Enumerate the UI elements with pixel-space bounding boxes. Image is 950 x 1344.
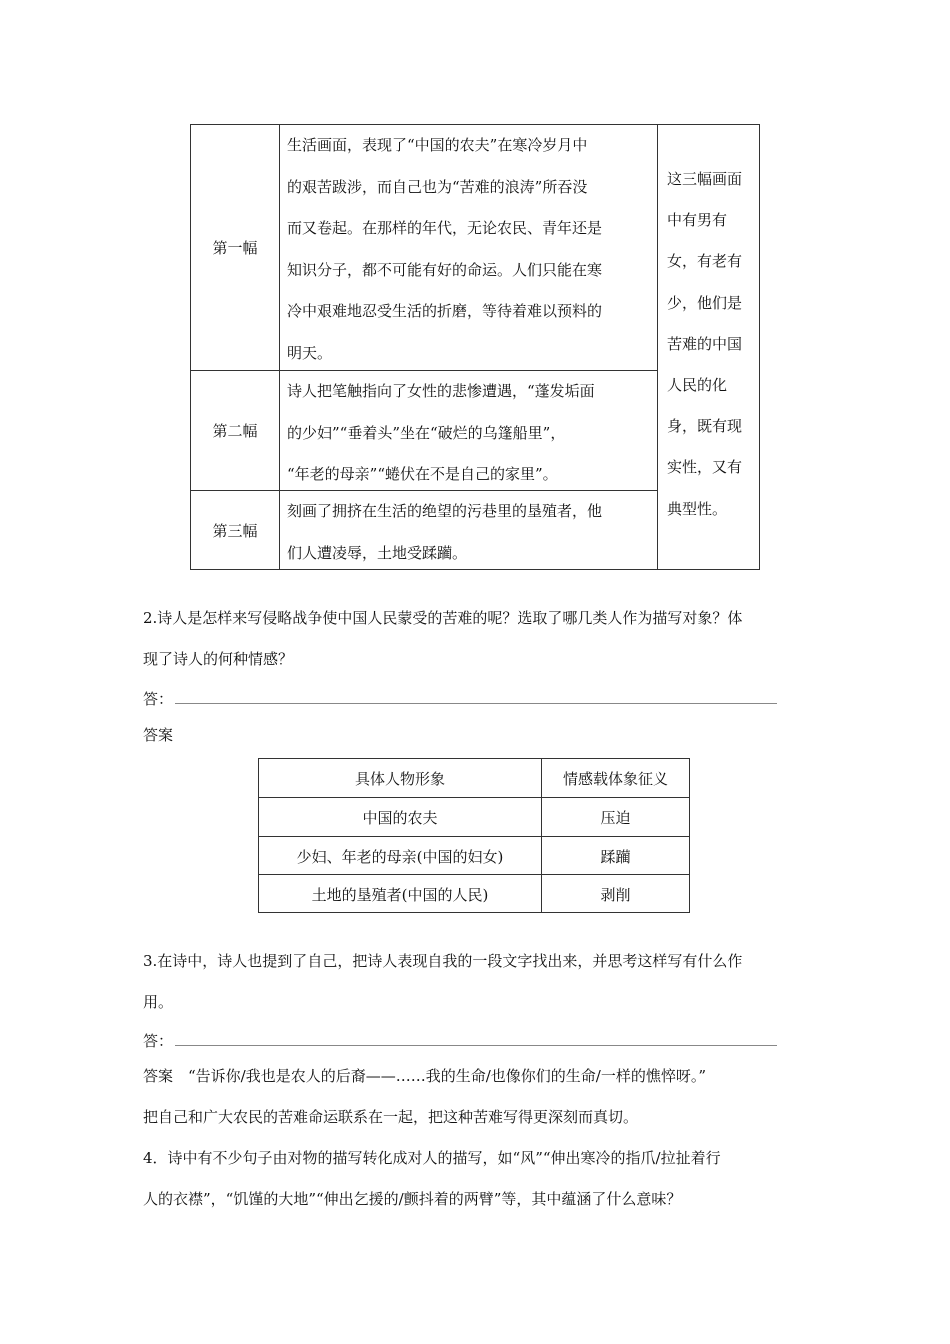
answer-line-q3[interactable]: 答： <box>143 1030 777 1052</box>
summary-text: 这三幅画面 中有男有 女，有老有 少，他们是 苦难的中国 人民的化 身，既有现 实性，又有 典型性。 <box>667 170 743 518</box>
question-2: 2.诗人是怎样来写侵略战争使中国人民蒙受的苦难的呢？选取了哪几类人作为描写对象？体 现了诗人的何种情感？ <box>143 609 743 668</box>
row-text: 生活画面，表现了“中国的农夫”在寒冷岁月中 的艰苦跋涉，而自己也为“苦难的浪涛”所吞没 而又卷起。在那样的年代，无论农民、青年还是 知识分子，都不可能有好的命运。人们只能在寒 冷中艰难地忍受生活的折磨，等待着难以预料的 明天。 <box>287 136 603 362</box>
table-header-row: 具体人物形象 情感载体象征义 <box>259 759 689 797</box>
table-row: 中国的农夫 压迫 <box>259 798 689 836</box>
row-text: 诗人把笔触指向了女性的悲惨遭遇，“蓬发垢面 的少妇”“垂着头”坐在“破烂的乌篷船里”， “年老的母亲”“蜷伏在不是自己的家里”。 <box>287 382 595 483</box>
answer-line-q2[interactable]: 答： <box>143 688 777 710</box>
character-table <box>258 758 690 913</box>
question-4: 4．诗中有不少句子由对物的描写转化成对人的描写，如“风”“伸出寒冷的指爪/拉扯着行 人的衣襟”，“饥馑的大地”“伸出乞援的/颤抖着的两臂”等，其中蕴涵了什么意味？ <box>143 1149 721 1208</box>
row-text: 刻画了拥挤在生活的绝望的污巷里的垦殖者，他 们人遭凌辱，土地受蹂躏。 <box>287 502 603 562</box>
row-label: 第三幅 <box>212 521 258 540</box>
question-3: 3.在诗中，诗人也提到了自己，把诗人表现自我的一段文字找出来，并思考这样写有什么作 用。 <box>143 952 743 1011</box>
table-row: 少妇、年老的母亲(中国的妇女) 蹂躏 <box>259 837 689 875</box>
row-label: 第一幅 <box>212 239 258 257</box>
imagery-table <box>190 124 760 570</box>
row-label: 第二幅 <box>212 422 258 440</box>
answer-q3: 答案 “告诉你/我也是农人的后裔——……我的生命/也像你们的生命/一样的憔悴呀。” 把自己和广大农民的苦难命运联系在一起，把这种苦难写得更深刻而真切。 <box>143 1067 707 1126</box>
answer-label: 答案 <box>143 726 174 744</box>
table-row: 土地的垦殖者(中国的人民) 剥削 <box>259 875 689 913</box>
